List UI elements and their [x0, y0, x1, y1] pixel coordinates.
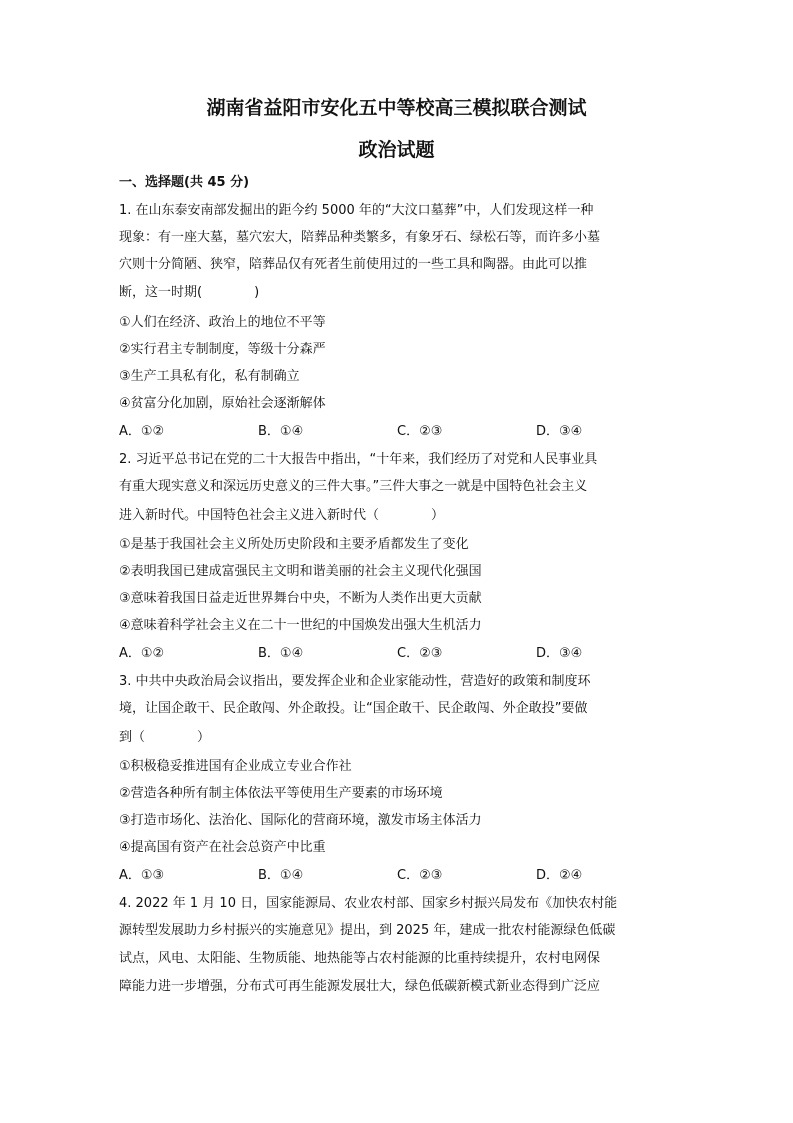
statement-item: ②营造各种所有制主体依法平等使用生产要素的市场环境 — [119, 786, 443, 801]
statement-item: ①积极稳妥推进国有企业成立专业合作社 — [119, 759, 352, 774]
statement-item: ②表明我国已建成富强民主文明和谐美丽的社会主义现代化强国 — [119, 564, 482, 579]
option-a: A．①② — [119, 424, 165, 439]
statement-item: ③打造市场化、法治化、国际化的营商环境，激发市场主体活力 — [119, 813, 482, 828]
question-text-line: 试点，风电、太阳能、生物质能、地热能等占农村能源的比重持续提升，农村电网保 — [119, 951, 601, 966]
section-heading: 一、选择题(共 45 分) — [119, 175, 250, 190]
statement-item: ①是基于我国社会主义所处历史阶段和主要矛盾都发生了变化 — [119, 537, 469, 552]
answer-options — [119, 645, 679, 663]
question-text-line: 进入新时代。中国特色社会主义进入新时代（ ） — [119, 508, 445, 523]
question-text-line: 穴则十分简陋、狭窄，陪葬品仅有死者生前使用过的一些工具和陶器。由此可以推 — [119, 257, 588, 272]
question-text-line: 障能力进一步增强，分布式可再生能源发展壮大，绿色低碳新模式新业态得到广泛应 — [119, 979, 601, 994]
option-d: D．③④ — [536, 424, 583, 439]
statement-item: ③意味着我国日益走近世界舞台中央，不断为人类作出更大贡献 — [119, 591, 482, 606]
statement-item: ②实行君主专制制度，等级十分森严 — [119, 342, 326, 357]
answer-options — [119, 867, 679, 885]
page-subtitle: 政治试题 — [358, 139, 435, 161]
statement-item: ④贫富分化加剧，原始社会逐渐解体 — [119, 396, 326, 411]
option-a: A．①③ — [119, 868, 165, 883]
question-text-line: 3. 中共中央政治局会议指出，要发挥企业和企业家能动性，营造好的政策和制度环 — [119, 674, 591, 689]
question-text-line: 2. 习近平总书记在党的二十大报告中指出，“十年来，我们经历了对党和人民事业具 — [119, 452, 598, 467]
question-text-line: 断，这一时期( ) — [119, 285, 260, 300]
statement-item: ①人们在经济、政治上的地位不平等 — [119, 315, 326, 330]
question-text-line: 1. 在山东泰安南部发掘出的距今约 5000 年的“大汶口墓葬”中，人们发现这样一种 — [119, 203, 594, 218]
question-text-line: 境，让国企敢干、民企敢闯、外企敢投。让“国企敢干、民企敢闯、外企敢投”要做 — [119, 701, 588, 716]
question-text-line: 到（ ） — [119, 730, 211, 745]
option-a: A．①② — [119, 646, 165, 661]
statement-item: ④意味着科学社会主义在二十一世纪的中国焕发出强大生机活力 — [119, 618, 482, 633]
option-b: B．①④ — [258, 646, 304, 661]
statement-item: ④提高国有资产在社会总资产中比重 — [119, 840, 326, 855]
option-c: C．②③ — [397, 424, 443, 439]
page-title: 湖南省益阳市安化五中等校高三模拟联合测试 — [206, 97, 587, 119]
question-text-line: 有重大现实意义和深远历史意义的三件大事。”三件大事之一就是中国特色社会主义 — [119, 479, 588, 494]
question-text-line: 4. 2022 年 1 月 10 日，国家能源局、农业农村部、国家乡村振兴局发布《加快农村能 — [119, 896, 618, 911]
option-d: D．②④ — [536, 868, 583, 883]
option-b: B．①④ — [258, 424, 304, 439]
question-text-line: 源转型发展助力乡村振兴的实施意见》提出，到 2025 年，建成一批农村能源绿色低碳 — [119, 923, 616, 938]
option-c: C．②③ — [397, 646, 443, 661]
statement-item: ③生产工具私有化，私有制确立 — [119, 369, 300, 384]
option-b: B．①④ — [258, 868, 304, 883]
question-text-line: 现象：有一座大墓，墓穴宏大，陪葬品种类繁多，有象牙石、绿松石等，而许多小墓 — [119, 230, 601, 245]
answer-options — [119, 423, 679, 441]
option-d: D．③④ — [536, 646, 583, 661]
option-c: C．②③ — [397, 868, 443, 883]
